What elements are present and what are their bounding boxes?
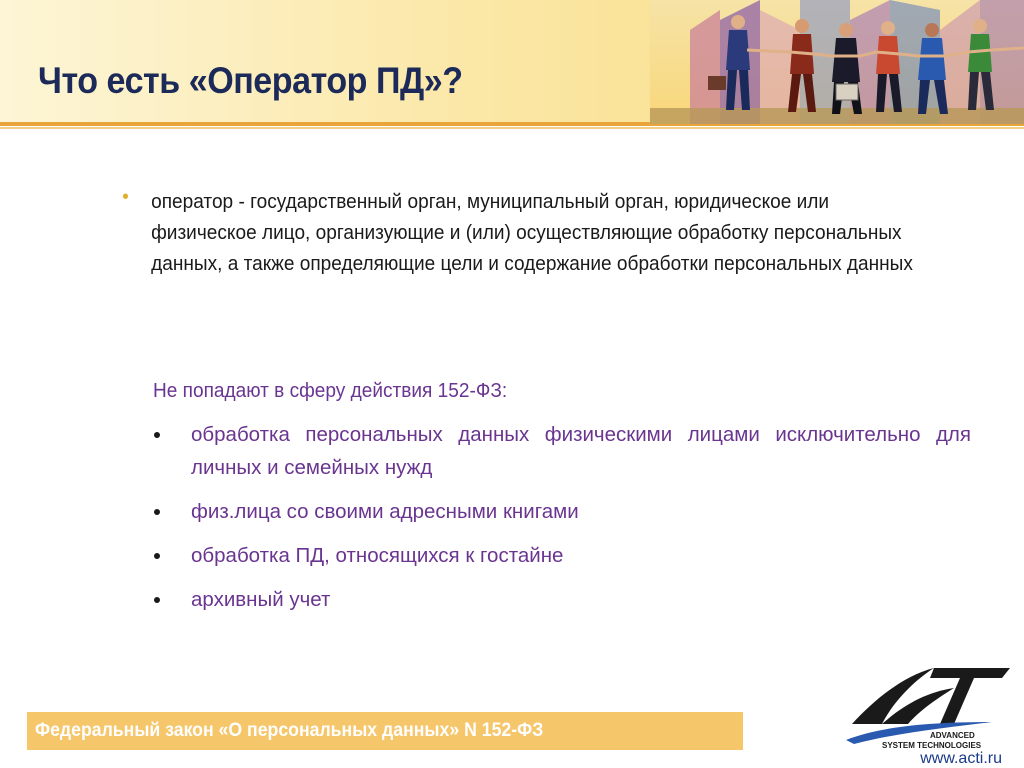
- exclusions-title: Не попадают в сферу действия 152-ФЗ:: [153, 379, 508, 402]
- list-item: [153, 418, 971, 484]
- exclusions-section: [153, 376, 971, 627]
- list-item: [153, 583, 971, 616]
- svg-text:SYSTEM TECHNOLOGIES: SYSTEM TECHNOLOGIES: [882, 741, 982, 750]
- footer-law-title: Федеральный закон «О персональных данных» N 152-ФЗ: [35, 720, 544, 741]
- bullet-dot-icon: [154, 597, 160, 603]
- footer-bar: [27, 712, 743, 750]
- slide-title: Что есть «Оператор ПД»?: [38, 60, 463, 101]
- bullet-dot-icon: [154, 509, 160, 515]
- bullet-dot-icon: [154, 432, 160, 438]
- header-divider-thin: [0, 127, 1024, 129]
- list-item: [153, 539, 971, 572]
- website-link[interactable]: www.acti.ru: [920, 750, 1002, 767]
- definition-block: [122, 186, 917, 279]
- exclusions-list: [153, 418, 971, 616]
- bullet-dot-icon: [154, 553, 160, 559]
- bullet-icon: •: [122, 186, 129, 208]
- company-logo: [842, 662, 1014, 750]
- business-people-illustration: [650, 0, 1024, 124]
- list-item-text: обработка ПД, относящихся к гостайне: [191, 544, 564, 567]
- list-item-text: архивный учет: [191, 588, 331, 611]
- svg-text:ADVANCED: ADVANCED: [930, 731, 975, 740]
- list-item: [153, 495, 971, 528]
- list-item-text: обработка персональных данных физическими лицами исключительно для личных и семейных нужд: [191, 423, 971, 479]
- definition-text: оператор - государственный орган, муниципальный орган, юридическое или физическое лицо, организующие и (или) осуществляющие обработку персональных данных, а также определяющие цели и содержание обработки персональных данных: [151, 190, 913, 275]
- list-item-text: физ.лица со своими адресными книгами: [191, 500, 579, 523]
